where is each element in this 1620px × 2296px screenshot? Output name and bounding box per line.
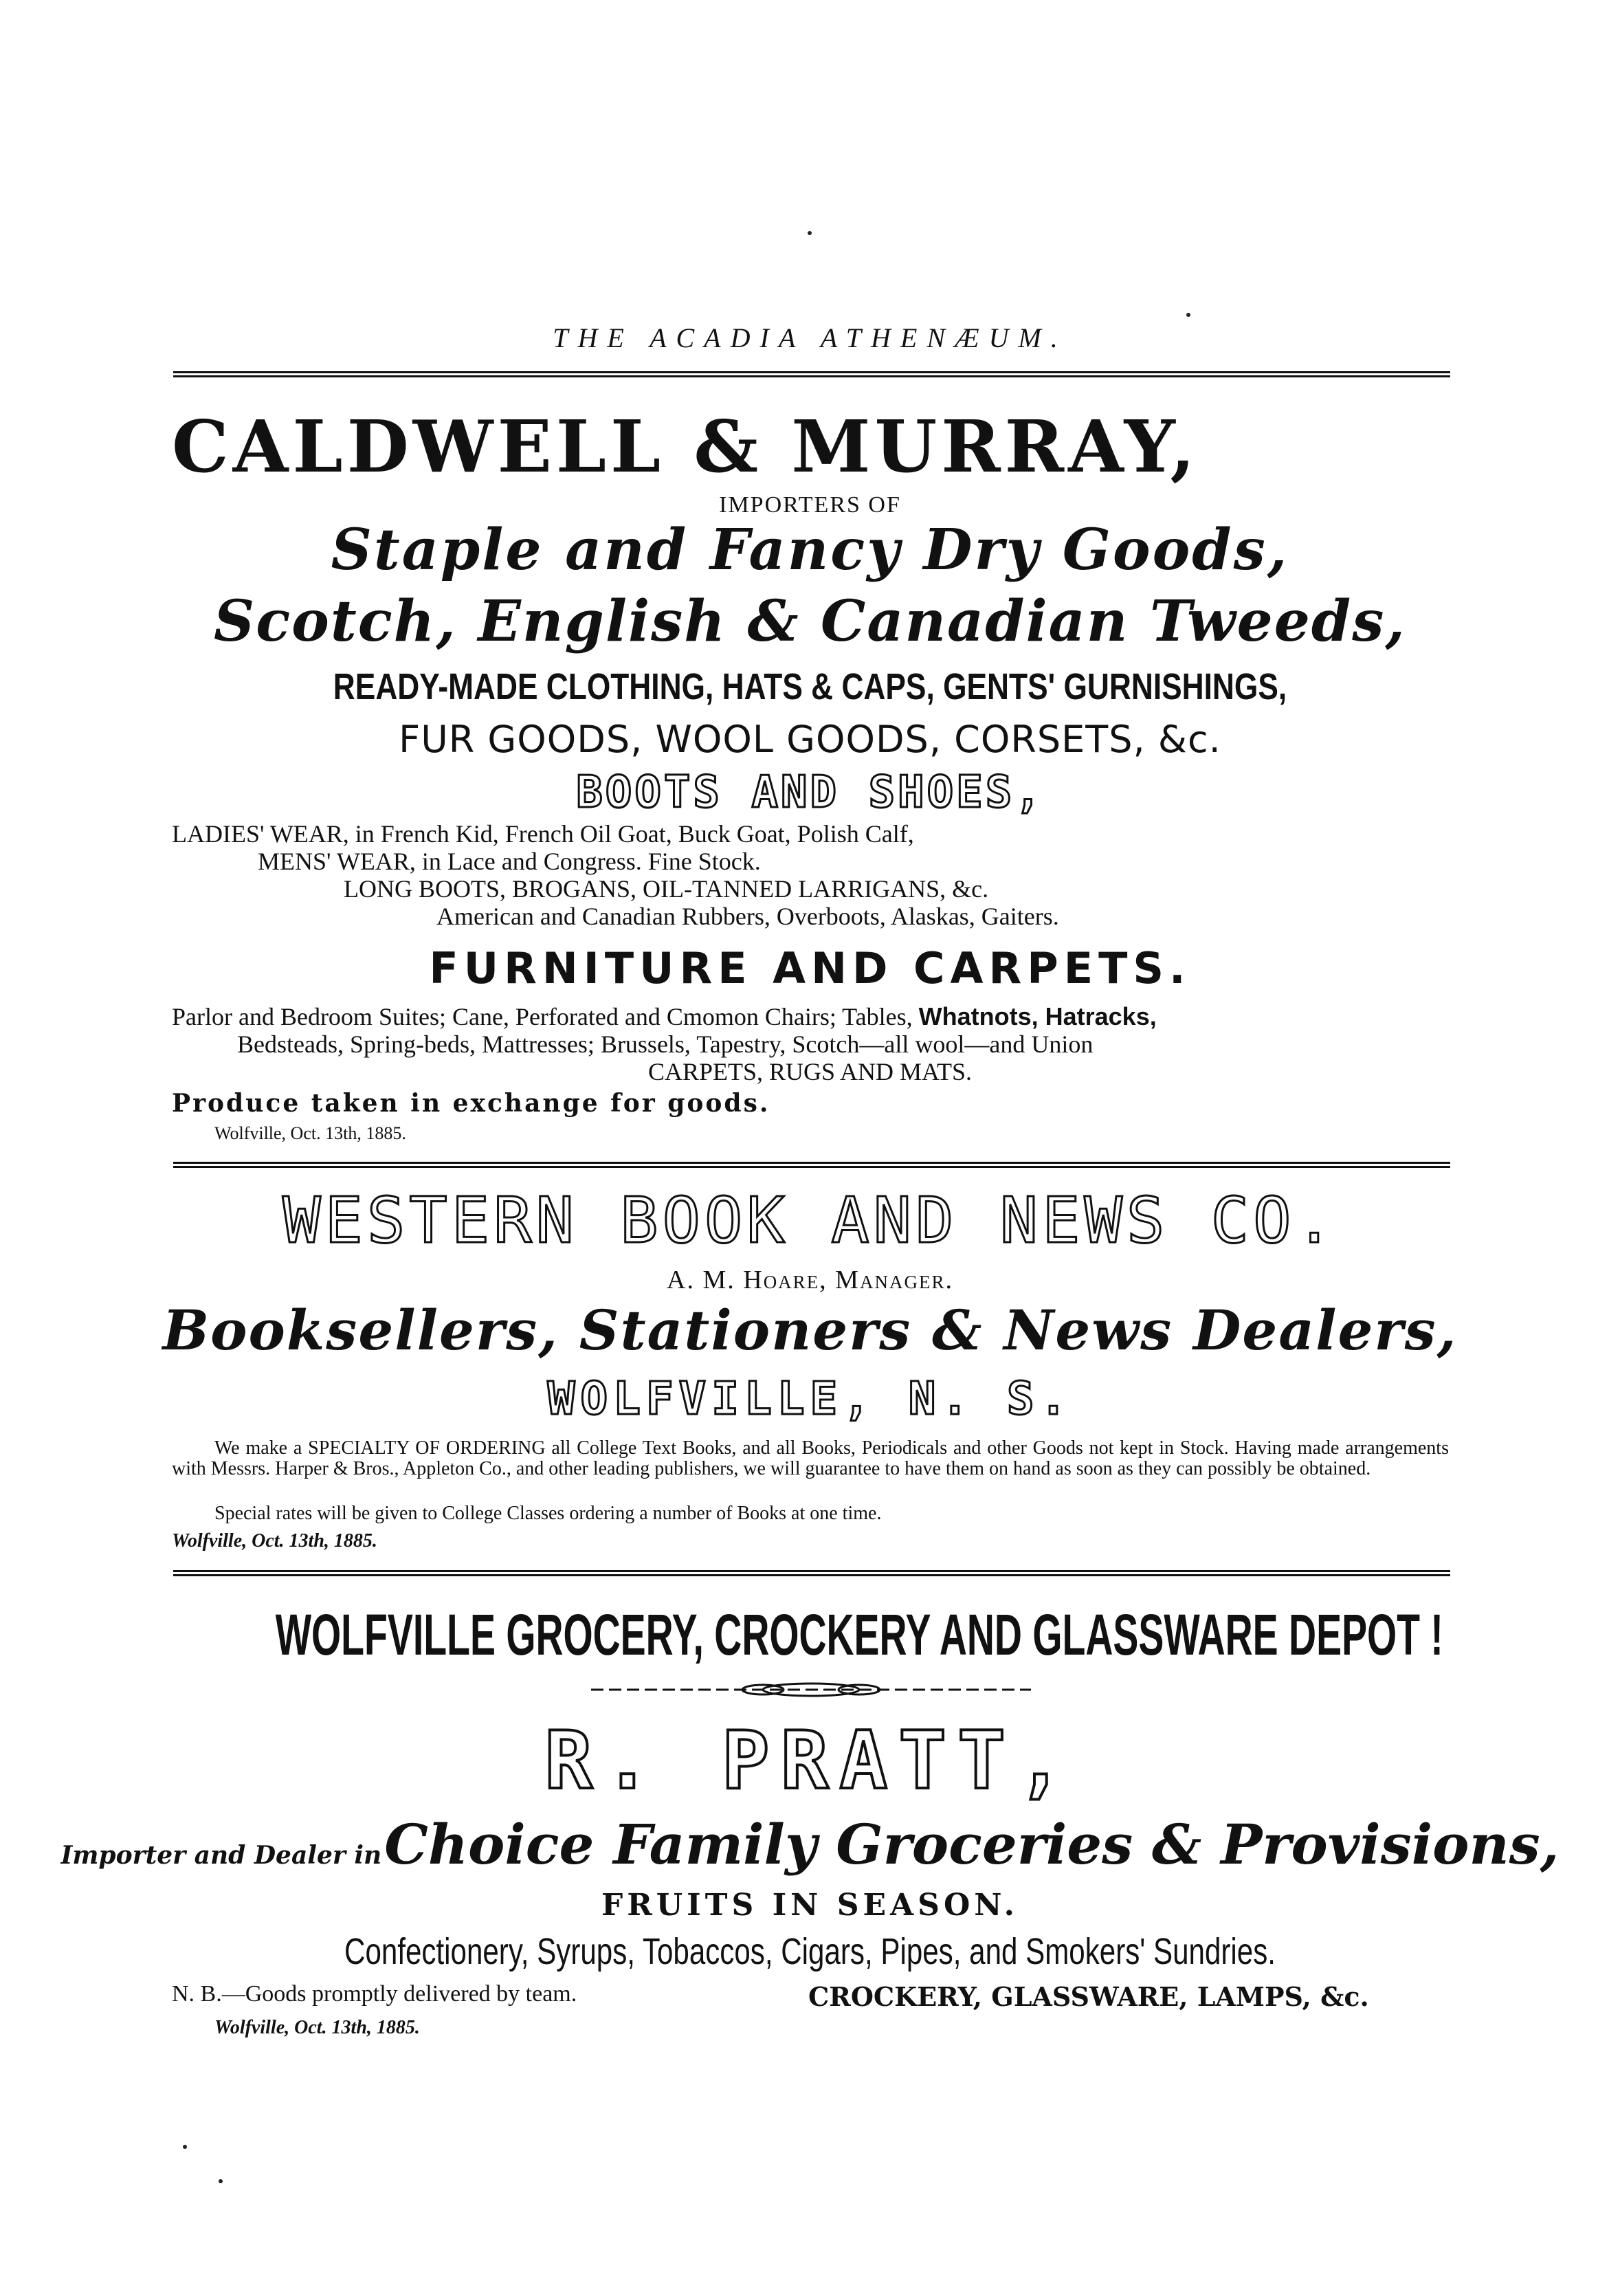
divider-rule: [173, 1162, 1450, 1168]
caldwell-date: Wolfville, Oct. 13th, 1885.: [214, 1123, 406, 1143]
speck: [183, 2145, 187, 2149]
trades-line: Booksellers, Stationers & News Dealers,: [162, 1298, 1458, 1362]
tweeds-line: Scotch, English & Canadian Tweeds,: [214, 588, 1406, 654]
choice-groceries-text: Choice Family Groceries & Provisions,: [384, 1812, 1560, 1877]
specialty-paragraph: We make a SPECIALTY OF ORDERING all College Text Books, and all Books, Periodicals and other Goods not kept in Stock. Having made arrangements with Messrs. Harper & Bros., Appleton Co., and other leading publishers, we will guarantee to have them on hand as soon as they can possibly be obtained.: [172, 1437, 1449, 1479]
furniture-heading: FURNITURE AND CARPETS.: [429, 943, 1191, 993]
confectionery-line: Confectionery, Syrups, Tobaccos, Cigars, Pipes, and Smokers' Sundries.: [344, 1931, 1276, 1972]
carpets-line: CARPETS, RUGS AND MATS.: [647, 1058, 973, 1085]
rubbers-line: American and Canadian Rubbers, Overboots, Alaskas, Gaiters.: [436, 903, 1059, 930]
manager-line: A. M. Hoare, Manager.: [667, 1266, 953, 1294]
ad-title-caldwell: CALDWELL & MURRAY,: [172, 404, 1199, 489]
town-line: WOLFVILLE, N. S.: [547, 1372, 1073, 1425]
special-rates-line: Special rates will be given to College Classes ordering a number of Books at one time.: [214, 1503, 882, 1524]
whatnots-text: Whatnots, Hatracks,: [918, 1002, 1157, 1030]
parlor-text: Parlor and Bedroom Suites; Cane, Perforated and Cmomon Chairs; Tables,: [172, 1003, 919, 1030]
ornament-flourish: [591, 1681, 1031, 1698]
staple-goods-line: Staple and Fancy Dry Goods,: [331, 517, 1289, 583]
running-title: THE ACADIA ATHENÆUM.: [553, 322, 1067, 353]
boots-shoes-heading: BOOTS AND SHOES,: [576, 767, 1044, 818]
parlor-line: [172, 1002, 1157, 1031]
ladies-wear-line: LADIES' WEAR, in French Kid, French Oil Goat, Buck Goat, Polish Calf,: [172, 820, 914, 848]
fruits-season-line: FRUITS IN SEASON.: [601, 1888, 1019, 1923]
importer-line: [0, 1812, 1620, 1877]
divider-rule: [173, 1570, 1450, 1576]
fur-goods-line: FUR GOODS, WOOL GOODS, CORSETS, &c.: [399, 718, 1221, 761]
divider-rule: [173, 371, 1450, 377]
pratt-date: Wolfville, Oct. 13th, 1885.: [214, 2017, 420, 2038]
long-boots-line: LONG BOOTS, BROGANS, OIL-TANNED LARRIGANS, &c.: [344, 875, 989, 903]
western-date: Wolfville, Oct. 13th, 1885.: [172, 1530, 377, 1552]
mens-wear-line: MENS' WEAR, in Lace and Congress. Fine Stock.: [258, 848, 761, 875]
crockery-line: CROCKERY, GLASSWARE, LAMPS, &c.: [808, 1981, 1369, 2012]
importer-prefix: Importer and Dealer in: [60, 1841, 382, 1870]
bedsteads-line: Bedsteads, Spring-beds, Mattresses; Brussels, Tapestry, Scotch—all wool—and Union: [237, 1030, 1094, 1058]
produce-line: Produce taken in exchange for goods.: [172, 1089, 770, 1118]
importers-of-label: IMPORTERS OF: [719, 492, 901, 518]
delivery-line: N. B.—Goods promptly delivered by team.: [172, 1981, 577, 2007]
speck: [219, 2179, 223, 2183]
grocery-depot-heading: WOLFVILLE GROCERY, CROCKERY AND GLASSWARE DEPOT !: [275, 1602, 1443, 1667]
clothing-line: READY-MADE CLOTHING, HATS & CAPS, GENTS' GURNISHINGS,: [333, 666, 1287, 707]
ad-title-pratt: R. PRATT,: [544, 1714, 1076, 1807]
ad-title-western: WESTERN BOOK AND NEWS CO.: [282, 1184, 1338, 1257]
speck: [808, 231, 812, 235]
speck: [1186, 313, 1190, 317]
